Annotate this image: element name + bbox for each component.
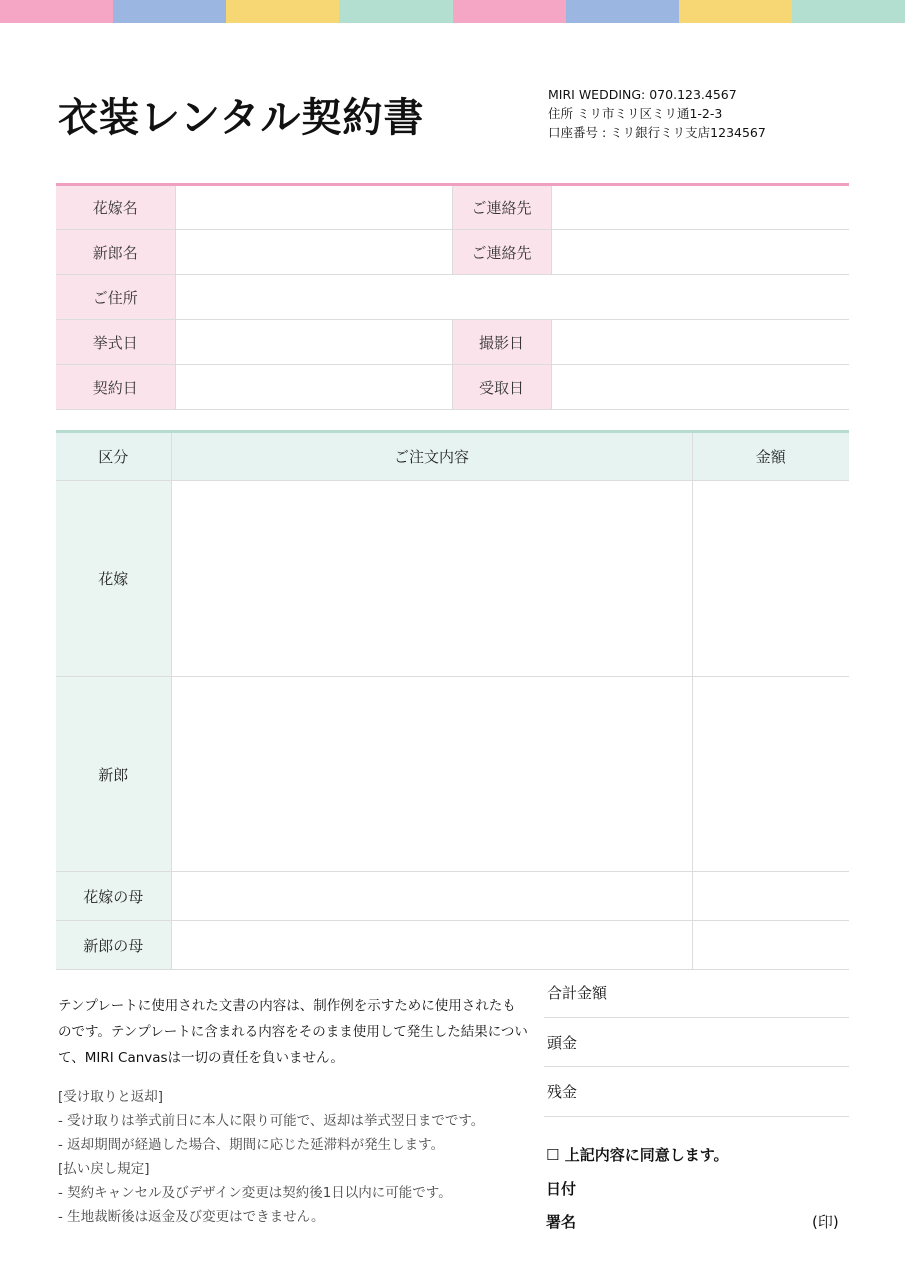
- pickup-date-label: 受取日: [452, 365, 551, 410]
- agree-label: 上記内容に同意します。: [564, 1146, 729, 1164]
- disclaimer: テンプレートに使用された文書の内容は、制作例を示すために使用されたものです。テンプレートに含まれる内容をそのまま使用して発生した結果について、MIRI Canvasは一切の責任を負いません。: [58, 998, 528, 1066]
- header-order-details: ご注文内容: [171, 432, 692, 481]
- company-address: 住所 ミリ市ミリ区ミリ通1-2-3: [548, 106, 723, 121]
- checkbox-icon[interactable]: ☐: [546, 1146, 560, 1164]
- address-field[interactable]: [175, 275, 849, 320]
- color-stripe: [0, 0, 905, 23]
- groom-name-field[interactable]: [175, 230, 452, 275]
- rule-item: - 契約キャンセル及びデザイン変更は契約後1日以内に可能です。: [58, 1185, 452, 1201]
- stripe-segment: [453, 0, 566, 23]
- bride-amount-field[interactable]: [692, 481, 849, 677]
- bride-mother-amount-field[interactable]: [692, 872, 849, 921]
- signature-label: 署名: [546, 1213, 577, 1231]
- stripe-segment: [792, 0, 905, 23]
- bride-name-label: 花嫁名: [56, 185, 175, 230]
- company-phone: MIRI WEDDING: 070.123.4567: [548, 87, 737, 102]
- stripe-segment: [339, 0, 452, 23]
- photo-date-label: 撮影日: [452, 320, 551, 365]
- stripe-segment: [566, 0, 679, 23]
- contract-date-field[interactable]: [175, 365, 452, 410]
- company-info: [548, 85, 766, 142]
- stripe-segment: [113, 0, 226, 23]
- customer-info-table: [56, 183, 849, 410]
- payment-summary: [544, 968, 849, 1117]
- stripe-segment: [0, 0, 113, 23]
- total-amount-row[interactable]: 合計金額: [544, 968, 849, 1018]
- row-label-bride: 花嫁: [56, 481, 171, 677]
- contract-date-label: 契約日: [56, 365, 175, 410]
- company-account: 口座番号 : ミリ銀行ミリ支店1234567: [548, 125, 766, 140]
- row-label-groom-mother: 新郎の母: [56, 921, 171, 970]
- rule-item: - 生地裁断後は返金及び変更はできません。: [58, 1209, 325, 1225]
- contact-label: ご連絡先: [452, 230, 551, 275]
- address-label: ご住所: [56, 275, 175, 320]
- groom-contact-field[interactable]: [551, 230, 849, 275]
- pickup-date-field[interactable]: [551, 365, 849, 410]
- groom-mother-order-field[interactable]: [171, 921, 692, 970]
- bride-mother-order-field[interactable]: [171, 872, 692, 921]
- contact-label: ご連絡先: [452, 185, 551, 230]
- date-label: 日付: [546, 1180, 577, 1198]
- seal-mark: (印): [812, 1213, 839, 1231]
- groom-order-field[interactable]: [171, 677, 692, 872]
- header-category: 区分: [56, 432, 171, 481]
- photo-date-field[interactable]: [551, 320, 849, 365]
- bride-order-field[interactable]: [171, 481, 692, 677]
- groom-name-label: 新郎名: [56, 230, 175, 275]
- agree-checkbox[interactable]: [546, 1144, 729, 1165]
- rule-item: - 返却期間が経過した場合、期間に応じた延滞料が発生します。: [58, 1137, 445, 1153]
- header-amount: 金額: [692, 432, 849, 481]
- deposit-row[interactable]: 頭金: [544, 1018, 849, 1068]
- rules-heading-return: [受け取りと返却]: [58, 1089, 164, 1105]
- bride-name-field[interactable]: [175, 185, 452, 230]
- ceremony-date-field[interactable]: [175, 320, 452, 365]
- ceremony-date-label: 挙式日: [56, 320, 175, 365]
- row-label-bride-mother: 花嫁の母: [56, 872, 171, 921]
- groom-mother-amount-field[interactable]: [692, 921, 849, 970]
- rule-item: - 受け取りは挙式前日に本人に限り可能で、返却は挙式翌日までです。: [58, 1113, 485, 1129]
- rules-heading-refund: [払い戻し規定]: [58, 1161, 150, 1177]
- page-title: 衣装レンタル契約書: [58, 95, 425, 141]
- stripe-segment: [679, 0, 792, 23]
- order-table: [56, 430, 849, 970]
- row-label-groom: 新郎: [56, 677, 171, 872]
- bride-contact-field[interactable]: [551, 185, 849, 230]
- rules: [58, 1085, 538, 1229]
- groom-amount-field[interactable]: [692, 677, 849, 872]
- stripe-segment: [226, 0, 339, 23]
- balance-row[interactable]: 残金: [544, 1067, 849, 1117]
